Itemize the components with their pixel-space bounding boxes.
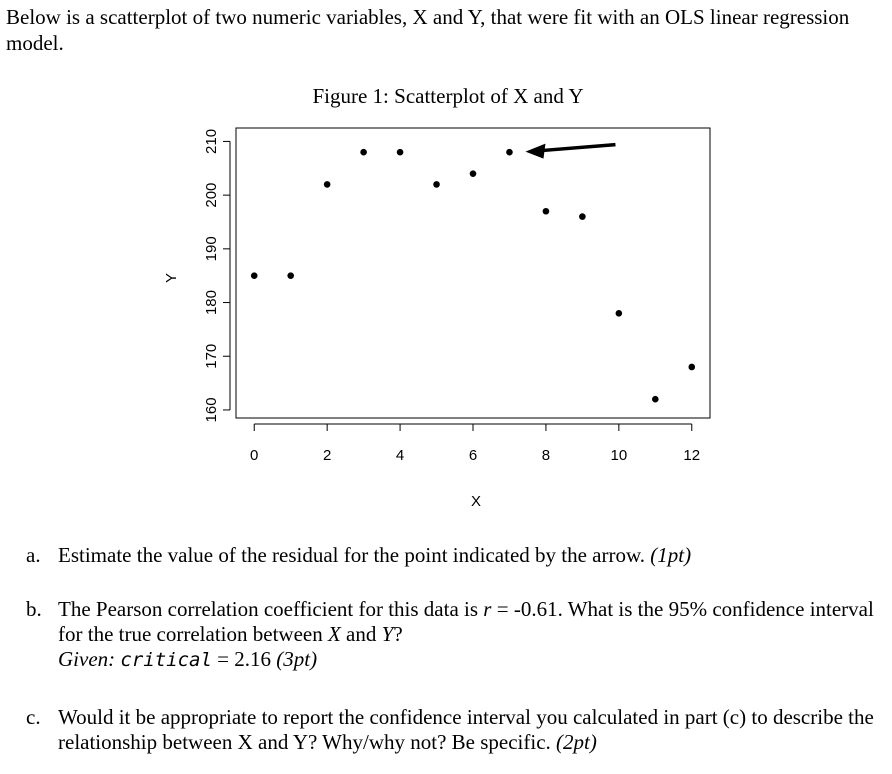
data-point <box>470 170 477 177</box>
arrow-head <box>525 144 545 159</box>
y-tick-label: 210 <box>203 128 220 154</box>
variable-x: X <box>327 622 341 646</box>
question-b <box>26 597 876 673</box>
y-axis-label: Y <box>163 272 180 284</box>
x-tick-label: 0 <box>250 447 259 464</box>
data-point <box>579 213 586 220</box>
question-end: ? <box>393 622 403 646</box>
arrow-shaft <box>535 145 615 151</box>
data-point <box>324 181 331 188</box>
data-point <box>287 272 294 279</box>
question-text: The Pearson correlation coefficient for this data is <box>58 597 484 621</box>
data-point <box>397 149 404 156</box>
data-point <box>616 310 623 317</box>
data-point <box>251 272 258 279</box>
y-tick-label: 180 <box>203 290 220 316</box>
given-label: Given: <box>58 647 121 671</box>
y-tick-label: 200 <box>203 182 220 208</box>
variable-r: r <box>483 597 492 621</box>
r-value: = -0.61. <box>491 597 563 621</box>
and-word: and <box>340 622 382 646</box>
question-label: a. <box>26 543 41 567</box>
question-text: Estimate the value of the residual for the point indicated by the arrow. <box>58 543 646 567</box>
question-text-cont: What is the 95% confidence interval for the true correlation between <box>58 597 874 646</box>
data-point <box>506 149 513 156</box>
figure-title: Figure 1: Scatterplot of X and Y <box>312 84 584 108</box>
question-label: c. <box>26 705 41 729</box>
x-tick-label: 2 <box>322 447 332 464</box>
intro-text: Below is a scatterplot of two numeric variables, X and Y, that were fit with an OLS linear regression model. <box>6 5 850 55</box>
points-label: (1pt) <box>650 543 692 567</box>
data-point <box>433 181 440 188</box>
data-point <box>543 208 550 215</box>
x-axis-label: X <box>470 493 482 510</box>
x-tick-label: 6 <box>468 447 478 464</box>
x-tick-label: 8 <box>541 447 551 464</box>
question-a <box>26 543 876 568</box>
x-tick-label: 10 <box>610 447 628 464</box>
y-tick-label: 160 <box>203 397 220 423</box>
points-label: (2pt) <box>556 730 597 754</box>
given-value: = 2.16 <box>211 647 271 671</box>
question-text: Would it be appropriate to report the confidence interval you calculated in part (c) to describe the relationship between X and Y? Why/why not? Be specific. <box>58 705 874 754</box>
data-point <box>652 396 659 403</box>
question-c <box>26 705 876 755</box>
variable-y: Y <box>381 622 394 646</box>
y-tick-label: 190 <box>203 236 220 262</box>
data-point <box>360 149 367 156</box>
points-label: (3pt) <box>276 647 318 671</box>
question-label: b. <box>26 597 42 621</box>
x-tick-label: 4 <box>395 447 405 464</box>
y-tick-label: 170 <box>203 343 220 369</box>
given-expr: critical <box>120 649 212 671</box>
data-point <box>688 364 695 371</box>
x-tick-label: 12 <box>683 447 701 464</box>
